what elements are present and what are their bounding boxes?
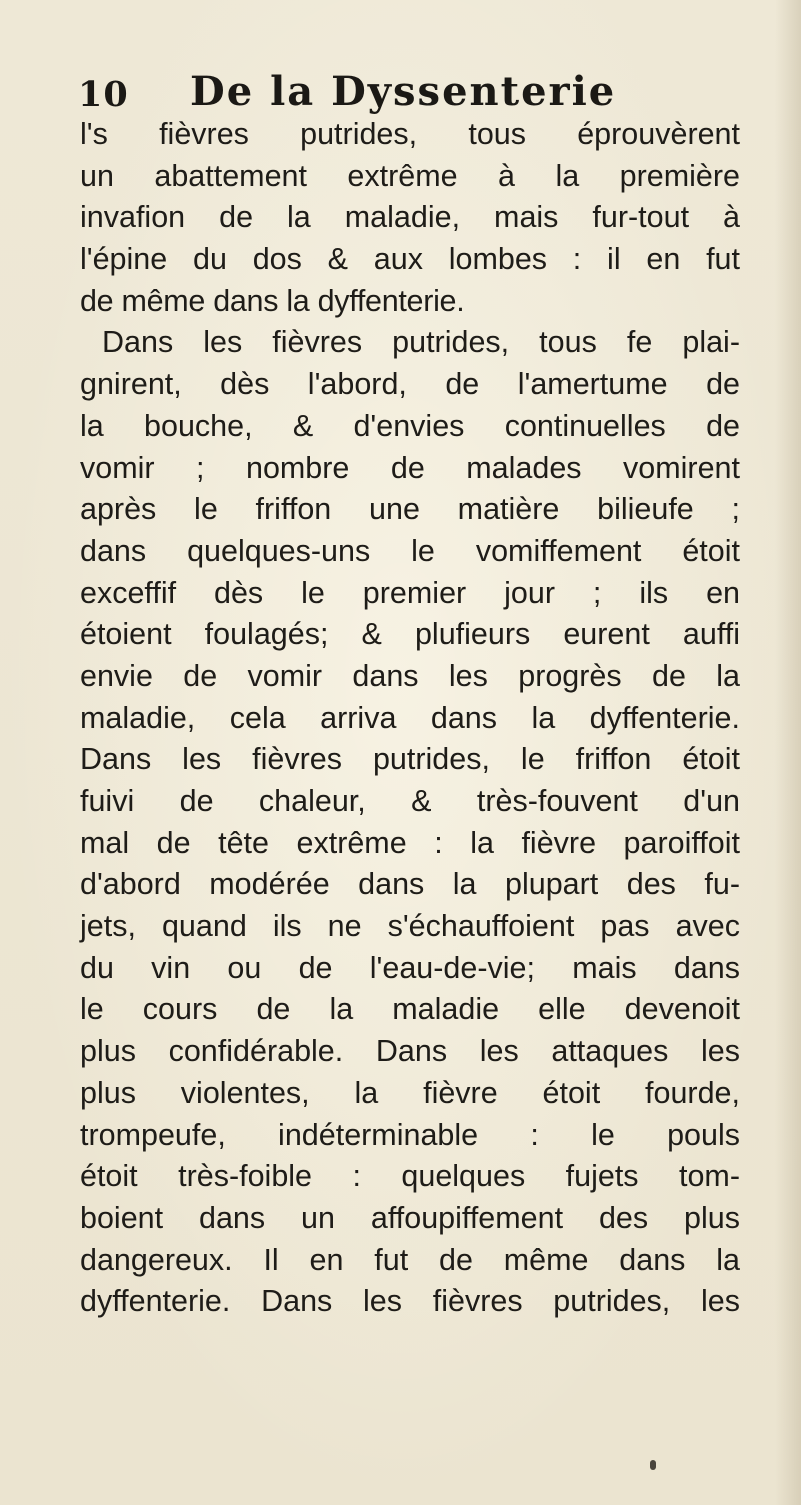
text-line: mal de tête extrême : la fièvre paroiffoit bbox=[80, 825, 740, 860]
text-line: Dans les fièvres putrides, le friffon étoit bbox=[80, 742, 740, 777]
ink-speck bbox=[650, 1460, 656, 1470]
running-title: De la Dyssenterie bbox=[190, 68, 617, 115]
text-line: gnirent, dès l'abord, de l'amertume de bbox=[80, 367, 740, 402]
text-line: maladie, cela arriva dans la dyffenterie. bbox=[80, 700, 740, 735]
text-line: la bouche, & d'envies continuelles de bbox=[80, 408, 740, 443]
text-line: boient dans un affoupiffement des plus bbox=[80, 1200, 740, 1235]
text-line: fuivi de chaleur, & très-fouvent d'un bbox=[80, 784, 740, 818]
text-line: étoient foulagés; & plufieurs eurent auffi bbox=[80, 617, 740, 652]
text-line: étoit très-foible : quelques fujets tom- bbox=[80, 1159, 740, 1194]
text-line: le cours de la maladie elle devenoit bbox=[80, 992, 740, 1027]
text-line: Dans les fièvres putrides, tous fe plai- bbox=[102, 325, 740, 360]
text-line: plus confidérable. Dans les attaques les bbox=[80, 1034, 740, 1069]
text-line: dangereux. Il en fut de même dans la bbox=[80, 1242, 740, 1277]
text-line: de même dans la dyffenterie. bbox=[80, 283, 465, 318]
text-line: du vin ou de l'eau-de-vie; mais dans bbox=[80, 950, 740, 985]
text-line: après le friffon une matière bilieufe ; bbox=[80, 492, 740, 527]
text-line: d'abord modérée dans la plupart des fu- bbox=[80, 867, 740, 902]
text-line: l'épine du dos & aux lombes : il en fut bbox=[80, 242, 740, 277]
page-number: 10 bbox=[78, 74, 129, 115]
text-line: vomir ; nombre de malades vomirent bbox=[80, 450, 740, 485]
text-line: dans quelques-uns le vomiffement étoit bbox=[80, 533, 740, 568]
body-text bbox=[80, 114, 740, 1323]
text-line: exceffif dès le premier jour ; ils en bbox=[80, 575, 740, 610]
text-line: trompeufe, indéterminable : le pouls bbox=[80, 1117, 740, 1152]
text-line: envie de vomir dans les progrès de la bbox=[80, 658, 740, 693]
text-line: jets, quand ils ne s'échauffoient pas avec bbox=[80, 909, 740, 944]
page-header bbox=[78, 68, 718, 118]
text-line: un abattement extrême à la première bbox=[80, 158, 740, 193]
page-edge-shadow bbox=[775, 0, 801, 1505]
text-line: invafion de la maladie, mais fur-tout à bbox=[80, 200, 740, 235]
text-line: l's fièvres putrides, tous éprouvèrent bbox=[80, 117, 740, 151]
text-line: plus violentes, la fièvre étoit fourde, bbox=[80, 1075, 740, 1110]
text-line: dyffenterie. Dans les fièvres putrides, les bbox=[80, 1284, 740, 1319]
